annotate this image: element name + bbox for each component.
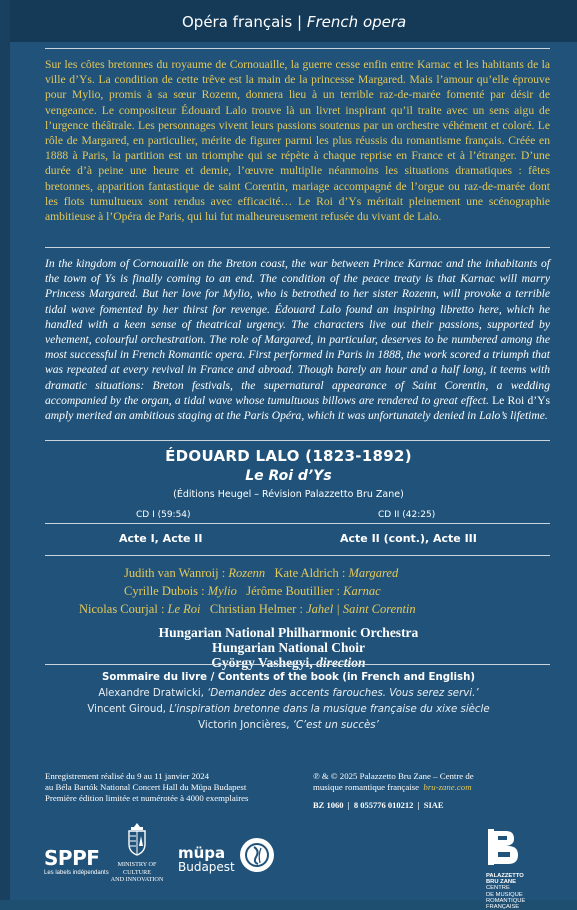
cd2-label: CD II (42:25) <box>378 510 436 520</box>
mupa-logo <box>178 846 235 874</box>
palazzetto-bru-zane-logo <box>486 827 546 910</box>
cd-rule <box>45 523 550 524</box>
catalogue-number: BZ 1060 <box>313 800 344 810</box>
cd1-label: CD I (59:54) <box>136 510 191 520</box>
summary-rule <box>45 664 550 665</box>
pbz-name-line3: CENTRE <box>486 885 510 892</box>
sppf-logo <box>44 846 109 876</box>
summary-author: Alexandre Dratwicki, <box>98 688 208 699</box>
header-bar <box>10 0 577 42</box>
copyright-text: ℗ & © 2025 Palazzetto Bru Zane – Centre de musique romantique française <box>313 771 474 793</box>
english-synopsis-body: In the kingdom of Cornouaille on the Breton coast, the war between Prince Karnac and the inhabitants of the town of Ys is finally coming to an end. The condition of the peace treaty is that Karnac will marry Princess Margared. But her love for Mylio, who is betrothed to her sister Rozenn, will provoke a terrible tidal wave fomented by her thirst for revenge. Édouard Lalo found an inspiring libretto here, which he handled with a keen sense of theatrical urgency. The characters live out their passions, supported by vehement, colourful orchestration. The role of Margared, in particular, deserves to be numbered among the most successful in French Romantic opera. First performed in Paris in 1888, the work scored a triumph that was repeated at every revival in France and abroad. Though barely an hour and a half long, it teems with dramatic situations: Breton festivals, the supernatural appearance of Saint Corentin, a wedding accompanied by the organ, a tidal wave whose tumultuous billows are rendered to great effect. <box>45 257 550 407</box>
conductor-role: direction <box>316 655 366 670</box>
recording-edition: Première édition limitée et numérotée à 4000 exemplaires <box>45 793 249 804</box>
catalogue-codes: BZ 1060 | 8 055776 010212 | SIAE <box>313 800 444 810</box>
series-separator: | <box>297 13 303 31</box>
summary-item <box>0 720 577 731</box>
top-rule <box>45 48 550 49</box>
conductor: György Vashegyi <box>211 655 310 670</box>
national-philharmonic-logo <box>238 835 276 880</box>
summary-article: ‘Demandez des accents farouches. Vous serez servi.’ <box>207 688 479 699</box>
cast-name: Jérôme Boutillier <box>246 584 334 598</box>
edition-note: (Éditions Heugel – Révision Palazzetto Bru Zane) <box>173 489 404 500</box>
bru-zane-monogram-icon <box>486 827 526 867</box>
summary-title: Sommaire du livre / Contents of the book (in French and English) <box>102 672 475 683</box>
cd2-acts: Acte II (cont.), Acte III <box>340 532 477 545</box>
mupa-logo-city: Budapest <box>178 860 235 874</box>
series-title <box>182 13 406 31</box>
recording-venue: au Béla Bartók National Concert Hall du Müpa Budapest <box>45 782 247 793</box>
cast-role: Rozenn <box>228 566 266 580</box>
summary-author: Victorin Joncières, <box>198 720 293 731</box>
cast-name: Christian Helmer <box>209 602 297 616</box>
cd1-acts: Acte I, Acte II <box>119 532 203 545</box>
series-title-en: French opera <box>306 13 407 31</box>
cast-name: Cyrille Dubois <box>124 584 198 598</box>
cast-line-2: Cyrille Dubois : Mylio Jérôme Boutillier : Karnac <box>124 584 381 598</box>
copyright-info <box>313 771 488 793</box>
pbz-name-line2: BRU ZANE <box>486 879 516 886</box>
mupa-logo-text: müpa <box>178 844 226 862</box>
middle-rule <box>45 247 550 248</box>
cast-name: Nicolas Courjal <box>79 602 158 616</box>
ministry-logo <box>106 822 168 884</box>
philharmonic-seal-icon <box>238 835 276 875</box>
french-synopsis: Sur les côtes bretonnes du royaume de Cornouaille, la guerre cesse enfin entre Karnac et les habitants de la ville d’Ys. La condition de cette trêve est la main de la princesse Margared. Mais l’amour qu’elle éprouve pour Mylio, promis à sa sœur Rozenn, donnera lieu à un terrible raz-de-marée fomenté par désir de vengeance. Le compositeur Édouard Lalo trouve là un livret inspirant qu’il traite avec un sens aigu de l’urgence théâtrale. Les personnages vivent leurs passions soutenus par un orchestre véhément et coloré. Le rôle de Margared, en particulier, mérite de figurer parmi les plus réussis du romantisme français. Créée en 1888 à Paris, la partition est un triomphe qui se répète à chaque reprise en France et à l’étranger. D’une durée d’à peine une heure et demie, l’œuvre multiplie néanmoins les situations dramatiques : fêtes bretonnes, apparition fantastique de saint Corentin, mariage accompagné de l’orgue ou raz-de-marée dont les flots tumultueux sont rendus avec efficacité… Le Roi d’Ys méritait pleinement une scénographie ambitieuse à l’Opéra de Paris, qui lui fut malheureusement refusée du vivant de Lalo. <box>45 58 550 224</box>
summary-item <box>0 688 577 699</box>
recording-info <box>45 771 285 805</box>
ministry-name-line1: MINISTRY OF CULTURE <box>117 861 157 876</box>
conductor-line: György Vashegyi, direction <box>211 655 366 670</box>
summary-article: ‘C’est un succès’ <box>292 720 379 731</box>
english-synopsis-title: Le Roi d’Ys <box>492 393 550 407</box>
cast-line-1: Judith van Wanroij : Rozenn Kate Aldrich : Margared <box>124 566 399 580</box>
orchestra: Hungarian National Philharmonic Orchestra <box>158 625 419 640</box>
summary-article: L’inspiration bretonne dans la musique française du xixe siècle <box>169 704 490 715</box>
cast-name: Judith van Wanroij <box>124 566 219 580</box>
lower-rule <box>45 440 550 441</box>
cast-role: Le Roi <box>167 602 201 616</box>
summary-author: Vincent Giroud, <box>87 704 170 715</box>
pbz-name-line5: ROMANTIQUE <box>486 897 526 904</box>
cast-role: Jahel | Saint Corentin <box>306 602 416 616</box>
cast-role: Margared <box>348 566 399 580</box>
series-title-fr: Opéra français <box>182 13 293 31</box>
barcode-number: 8 055776 010212 <box>353 800 414 810</box>
composer-name: ÉDOUARD LALO (1823-1892) <box>165 447 412 465</box>
cast-role: Karnac <box>343 584 381 598</box>
english-synopsis <box>45 256 550 423</box>
pbz-name-line4: DE MUSIQUE <box>486 891 523 898</box>
cast-name: Kate Aldrich <box>274 566 339 580</box>
siae-code: SIAE <box>423 800 444 810</box>
sppf-logo-subtitle: Les labels indépendants <box>44 870 109 876</box>
recording-dates: Enregistrement réalisé du 9 au 11 janvier 2024 <box>45 771 210 781</box>
website-link[interactable]: bru-zane.com <box>423 782 472 793</box>
work-title: Le Roi d’Ys <box>245 468 332 484</box>
summary-item <box>0 704 577 715</box>
acts-rule <box>45 555 550 556</box>
sppf-logo-text: SPPF <box>44 846 100 870</box>
cast-line-3: Nicolas Courjal : Le Roi Christian Helmer : Jahel | Saint Corentin <box>79 602 416 616</box>
cast-role: Mylio <box>207 584 237 598</box>
choir: Hungarian National Choir <box>211 640 366 655</box>
pbz-name-line1: PALAZZETTO <box>486 873 524 879</box>
pbz-name-line6: FRANÇAISE <box>486 904 520 910</box>
english-synopsis-end: amply merited an ambitious staging at the Paris Opéra, which it was unfortunately denied in Lalo’s lifetime. <box>45 409 548 423</box>
hungary-coat-of-arms-icon <box>126 822 148 856</box>
ministry-name-line2: AND INNOVATION <box>110 876 164 883</box>
